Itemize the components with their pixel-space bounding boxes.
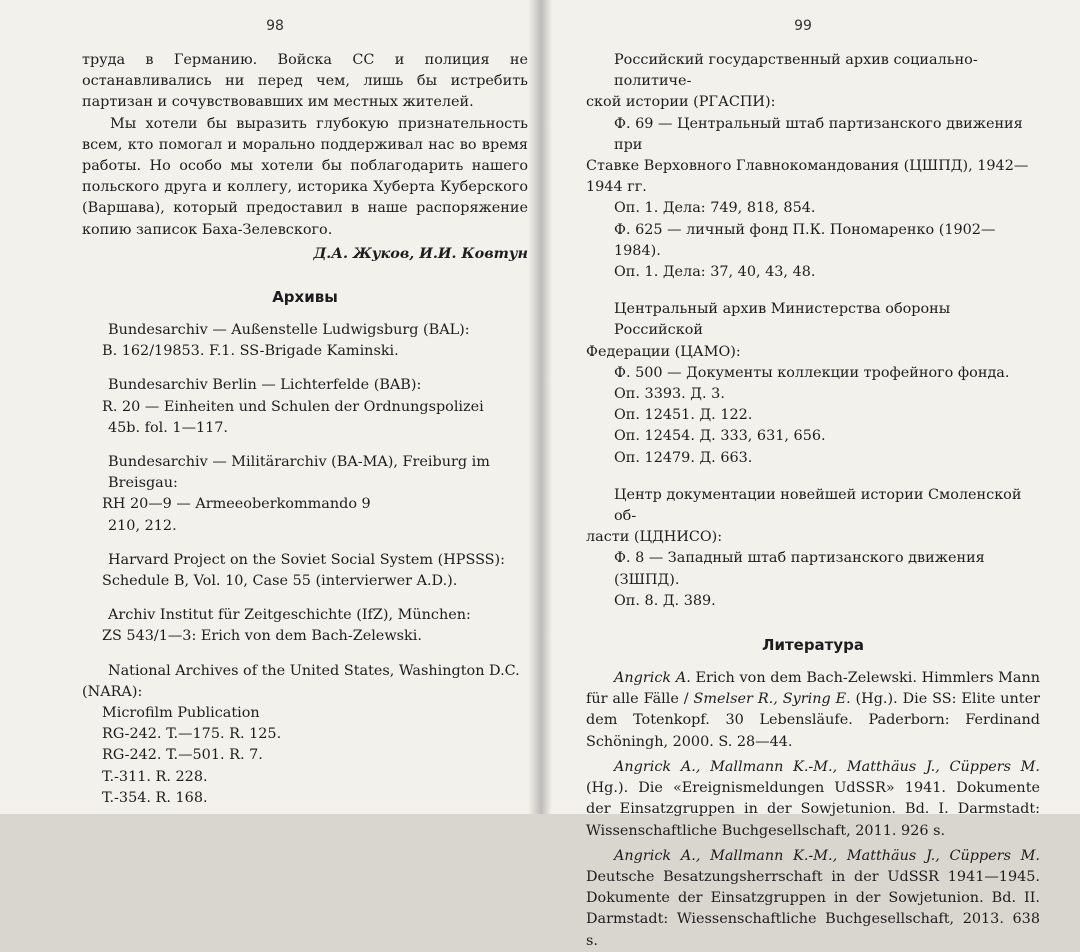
- literature-text: Deutsche Besatzungsherrschaft in der UdSSR 1941—1945. Dokumente der Einsatzgruppen in der Sowjetunion. Bd. II. Darmstadt: Wiessenschaftliche Buchgesellschaft, 2013. 638 s.: [586, 868, 1040, 949]
- archive-entry: [82, 661, 528, 809]
- archive-detail: R. 20 — Einheiten und Schulen der Ordnungspolizei: [102, 398, 484, 415]
- archive-tsamo: [586, 299, 1040, 469]
- literature-author: Angrick A., Mallmann K.-M., Matthäus J., Cüppers M.: [614, 758, 1040, 775]
- archive-entry: [82, 605, 528, 647]
- paragraph: труда в Германию. Войска СС и полиция не останавливались ни перед чем, лишь бы истребить партизан и сочувствовавших им местных жителей.: [82, 52, 528, 111]
- inventory-entry: Оп. 12451. Д. 122.: [614, 407, 753, 424]
- archive-detail: T.-354. R. 168.: [102, 789, 208, 806]
- literature-entry: [586, 668, 1040, 753]
- archive-detail: B. 162/19853. F.1. SS-Brigade Kaminski.: [102, 343, 399, 360]
- inventory-entry: Оп. 12454. Д. 333, 631, 656.: [614, 428, 826, 445]
- archive-title: Центр документации новейшей истории Смоленской об-: [614, 486, 1022, 525]
- archive-title: Центральный архив Министерства обороны Российской: [614, 301, 951, 339]
- literature-text: (Hg.). Die SS: Elite unter dem Totenkopf. 30 Lebensläufe. Paderborn: Ferdinand Schöningh, 2000. S. 28—44.: [586, 691, 1040, 750]
- archive-detail: Microfilm Publication: [102, 705, 260, 722]
- literature-heading: Литература: [761, 636, 865, 655]
- archive-entry: [82, 375, 528, 439]
- archive-detail: T.-311. R. 228.: [102, 768, 208, 785]
- inventory-entry: Оп. 3393. Д. 3.: [614, 386, 725, 403]
- archives-heading: Архивы: [272, 288, 338, 307]
- archive-rgaspi: [586, 50, 1040, 283]
- archive-detail: ZS 543/1—3: Erich von dem Bach-Zelewski.: [102, 628, 422, 645]
- archive-detail: Schedule B, Vol. 10, Case 55 (intervierwer A.D.).: [102, 573, 458, 590]
- archive-tsdniso: [586, 485, 1040, 612]
- archive-title: Bundesarchiv — Militärarchiv (BA-MA), Freiburg im Breisgau:: [108, 454, 490, 492]
- archive-entry: [82, 452, 528, 537]
- archive-detail: RG-242. T.—175. R. 125.: [102, 726, 282, 743]
- left-page: [0, 0, 540, 814]
- page-number-left: 98: [266, 18, 284, 34]
- archive-detail: RH 20—9 — Armeeoberkommando 9: [102, 496, 371, 513]
- fond-entry-continued: 1944 гг.: [586, 179, 647, 196]
- archive-title: Bundesarchiv Berlin — Lichterfelde (BAB):: [108, 377, 422, 394]
- literature-editors: Smelser R., Syring E.: [693, 691, 851, 708]
- literature-entry: [586, 846, 1040, 952]
- page-number-right: 99: [794, 18, 812, 34]
- fond-entry: Ф. 625 — личный фонд П.К. Пономаренко (1902—1984).: [614, 221, 996, 259]
- inventory-entry: Оп. 1. Дела: 37, 40, 43, 48.: [614, 264, 816, 281]
- inventory-entry: Оп. 1. Дела: 749, 818, 854.: [614, 200, 816, 217]
- fond-entry: Ф. 69 — Центральный штаб партизанского движения при: [614, 115, 1023, 153]
- inventory-entry: Оп. 12479. Д. 663.: [614, 449, 753, 466]
- archive-entry: [82, 550, 528, 592]
- archive-title: Bundesarchiv — Außenstelle Ludwigsburg (BAL):: [108, 322, 470, 339]
- archive-title: Harvard Project on the Soviet Social System (HPSSS):: [108, 551, 505, 568]
- authors-signature: Д.А. Жуков, И.И. Ковтун: [313, 244, 528, 262]
- archive-title-continued: (NARA):: [82, 683, 143, 700]
- fond-entry: Ф. 500 — Документы коллекции трофейного фонда.: [614, 364, 1010, 381]
- right-page: [540, 0, 1080, 949]
- fond-entry-continued: Ставке Верховного Главнокомандования (ЦШПД), 1942—: [586, 158, 1029, 175]
- archive-detail: RG-242. T.—501. R. 7.: [102, 747, 263, 764]
- literature-text: Erich von dem Bach-Zelewski. Himmlers Mann für alle Fälle /: [586, 670, 1041, 708]
- inventory-entry: Оп. 8. Д. 389.: [614, 592, 716, 609]
- archive-title: National Archives of the United States, Washington D.C.: [108, 662, 520, 679]
- archive-title: Российский государственный архив социально-политиче-: [614, 52, 978, 90]
- acknowledgement-paragraph: Мы хотели бы выразить глубокую признательность всем, кто помогал и морально поддерживал нас во время работы. Но особо мы хотели бы поблагодарить нашего польского друга и коллегу, историка Хуберта Куберского (Варшава), который предоставил в наше распоряжение копию записок Баха-Зелевского.: [82, 115, 528, 238]
- archive-detail: 210, 212.: [108, 517, 177, 534]
- literature-author: Angrick A., Mallmann K.-M., Matthäus J., Cüppers M.: [614, 847, 1040, 864]
- archive-title: Archiv Institut für Zeitgeschichte (IfZ), München:: [108, 607, 471, 624]
- literature-author: Angrick A.: [614, 670, 691, 687]
- fond-entry: Ф. 8 — Западный штаб партизанского движения (ЗШПД).: [614, 550, 985, 588]
- archive-title-continued: ской истории (РГАСПИ):: [586, 94, 776, 111]
- literature-text: (Hg.). Die «Ereignismeldungen UdSSR» 1941. Dokumente der Einsatzgruppen in der Sowjetunion. Bd. I. Darmstadt: Wissenschaftliche Buchgesellschaft, 2011. 926 s.: [586, 780, 1040, 839]
- archive-entry: [82, 320, 528, 362]
- archive-detail: 45b. fol. 1—117.: [108, 419, 229, 436]
- archive-title-continued: ласти (ЦДНИСО):: [586, 529, 723, 546]
- literature-entry: [586, 757, 1040, 842]
- archive-title-continued: Федерации (ЦАМО):: [586, 343, 741, 360]
